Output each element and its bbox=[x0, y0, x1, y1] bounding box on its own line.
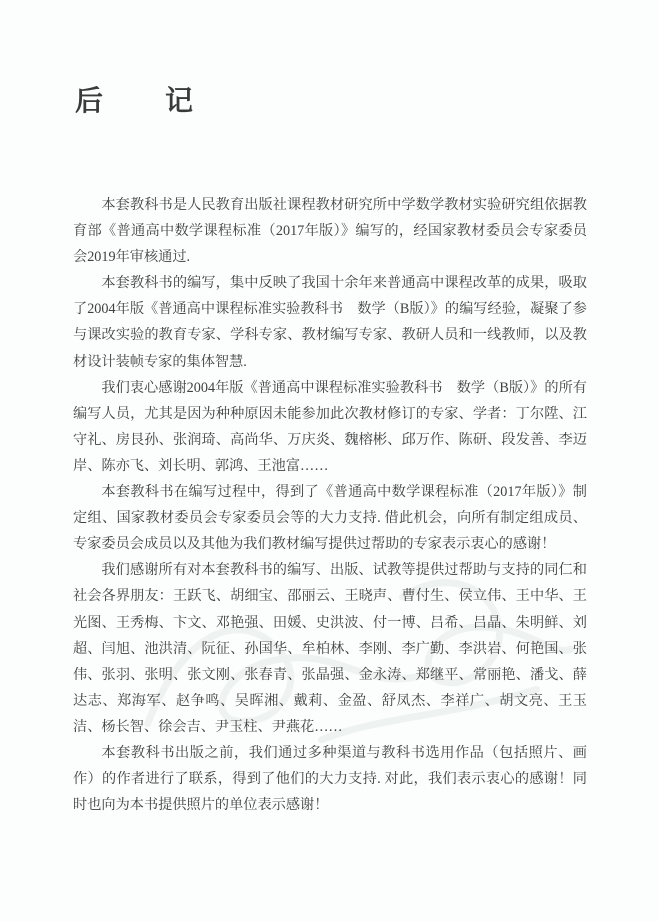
paragraph-2: 本套教科书的编写，集中反映了我国十余年来普通高中课程改革的成果，吸取了2004年版《普通高中课程标准实验教科书 数学（B版）》的编写经验，凝聚了参与课改实验的教育专家、学科专家、教材编写专家、教研人员和一线教师，以及教材设计装帧专家的集体智慧. bbox=[73, 275, 587, 370]
afterword-text bbox=[73, 192, 587, 818]
paragraph-5: 我们感谢所有对本套教科书的编写、出版、试教等提供过帮助与支持的同仁和社会各界朋友：王跃飞、胡细宝、邵丽云、王晓声、曹付生、侯立伟、王中华、王光图、王秀梅、卞文、邓艳强、田媛、史洪波、付一博、吕希、吕晶、朱明鲜、刘超、闫旭、池洪清、阮征、孙国华、牟柏林、李刚、李广勤、李洪岩、何艳国、张伟、张羽、张明、张文刚、张春青、张晶强、金永涛、郑继平、常丽艳、潘戈、薛达志、郑海军、赵争鸣、吴晖湘、戴莉、金盈、舒凤杰、李祥广、胡文亮、王玉洁、杨长智、徐会吉、尹玉柱、尹燕花…… bbox=[73, 562, 587, 735]
paragraph-1: 本套教科书是人民教育出版社课程教材研究所中学数学教材实验研究组依据教育部《普通高中数学课程标准（2017年版）》编写的，经国家教材委员会专家委员会2019年审核通过. bbox=[73, 197, 587, 266]
paragraph-6: 本套教科书出版之前，我们通过多种渠道与教科书选用作品（包括照片、画作）的作者进行了联系，得到了他们的大力支持. 对此，我们表示衷心的感谢！同时也向为本书提供照片的单位表示感谢！ bbox=[73, 744, 587, 814]
paragraph-4: 本套教科书在编写过程中，得到了《普通高中数学课程标准（2017年版）》制定组、国家教材委员会专家委员会等的大力支持. 借此机会，向所有制定组成员、专家委员会成员以及其他为我们教材编写提供过帮助的专家表示衷心的感谢！ bbox=[73, 484, 587, 553]
page-title: 后 记 bbox=[75, 85, 196, 117]
paragraph-3: 我们衷心感谢2004年版《普通高中课程标准实验教科书 数学（B版）》的所有编写人员，尤其是因为种种原因未能参加此次教材修订的专家、学者：丁尔陞、江守礼、房艮孙、张润琦、高尚华、万庆炎、魏榕彬、邱万作、陈研、段发善、李迈岸、陈亦飞、刘长明、郭鸿、王池富…… bbox=[73, 379, 587, 474]
